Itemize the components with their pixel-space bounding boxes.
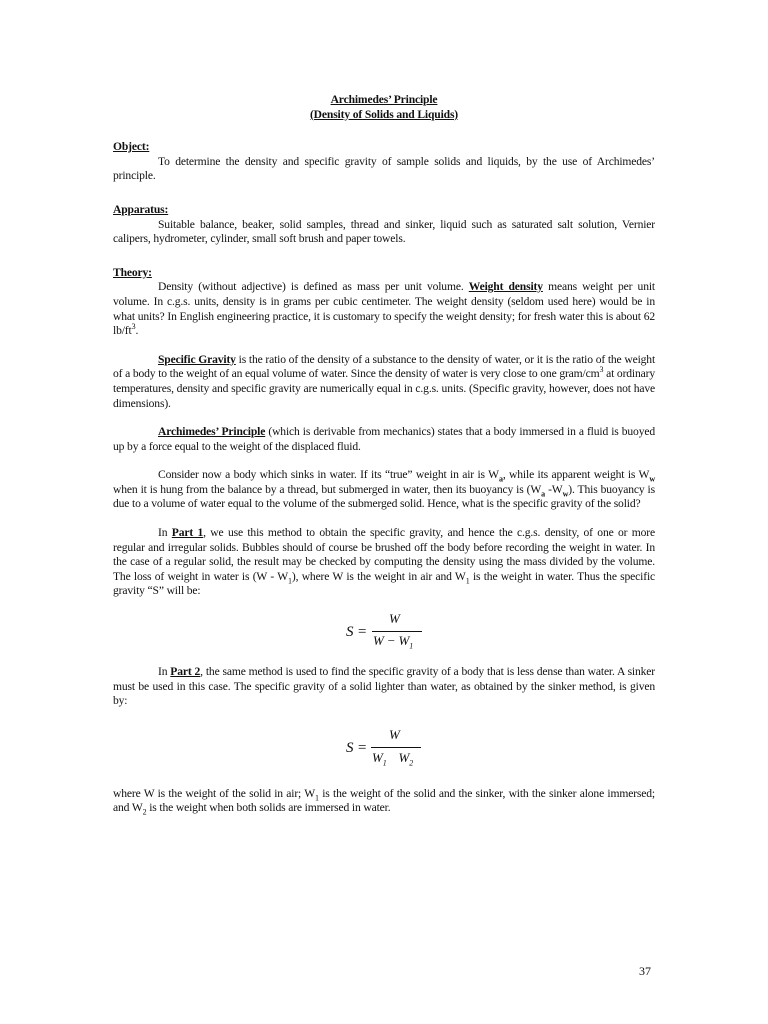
formula-2-lhs: S = [346,739,367,756]
theory-paragraph-density: Density (without adjective) is defined as mass per unit volume. Weight density means weight per unit volume. In c.g.s. units, density is in grams per cubic centimeter. The weight density (seldom used here) would be in what units? In English engineering practice, it is customary to specify the weight density; for fresh water this is about 62 $lb/ft^3$. [113,280,655,338]
object-heading: Object: [113,140,150,154]
formula-1-numerator: W [389,611,400,627]
formula-1-fraction-bar [372,631,422,632]
formula-specific-gravity-sinking [113,599,655,659]
theory-paragraph-buoyancy: Consider now a body which sinks in water. If its “true” weight in air is $W_a$, while its apparent weight is $W_w$ when it is hung from the balance by a thread, but submerged in water, then its buoyancy is ($W_a$ $-W_w$). This buoyancy is due to a volume of water equal to the volume of the submerged solid. Hence, what is the specific gravity of the solid? [113,468,655,511]
term-part-1: Part 1 [171,526,204,540]
theory-paragraph-weights: where W is the weight of the solid in air; $W_1$ is the weight of the solid and the sinker, with the sinker alone immersed; and $W_2$ is the weight when both solids are immersed in water. [113,786,655,817]
theory-paragraph-part-2: In Part 2, the same method is used to find the specific gravity of a body that is less dense than water. A sinker must be used in this case. The specific gravity of a solid lighter than water, as obtained by the sinker method, is given by: [113,665,655,708]
formula-specific-gravity-sinker [113,709,655,779]
formula-2-denominator: $W_1$ $W_2$ [372,749,414,768]
term-archimedes-principle: Archimedes’ Principle [158,425,266,439]
title-line-2: (Density of Solids and Liquids) [309,107,459,121]
document-page [113,93,655,816]
page-number: 37 [639,964,651,978]
title-line-1: Archimedes’ Principle [330,93,438,106]
formula-2-fraction-bar [371,747,421,748]
theory-paragraph-archimedes: Archimedes’ Principle (which is derivable from mechanics) states that a body immersed in a fluid is buoyed up by a force equal to the weight of the displaced fluid. [113,425,655,453]
formula-2-numerator: W [389,726,400,742]
term-weight-density: Weight density [468,280,543,294]
object-text: To determine the density and specific gravity of sample solids and liquids, by the use of Archimedes’ principle. [113,154,655,183]
apparatus-text: Suitable balance, beaker, solid samples, thread and sinker, liquid such as saturated salt solution, Vernier calipers, hydrometer, cylinder, small soft brush and paper towels. [113,217,655,246]
formula-1-lhs: S = [346,624,367,641]
document-title [113,93,655,122]
theory-heading: Theory: [113,265,152,279]
term-specific-gravity: Specific Gravity [158,352,236,366]
term-part-2: Part 2 [170,665,201,679]
formula-1-denominator: $W - W_1$ [373,633,414,651]
apparatus-heading: Apparatus: [113,202,169,216]
theory-paragraph-specific-gravity: Specific Gravity is the ratio of the density of a substance to the density of water, or it is the ratio of the weight of a body to the weight of an equal volume of water. Since the density of water is very close to one gram/$cm^3$ at ordinary temperatures, density and specific gravity are numerically equal in c.g.s. units. (Specific gravity, however, does not have dimensions). [113,352,656,410]
theory-paragraph-part-1: In Part 1, we use this method to obtain the specific gravity, and hence the c.g.s. density, of one or more regular and irregular solids. Bubbles should of course be brushed off the body before recording the weight in water. In the case of a regular solid, the result may be checked by computing the density using the mass divided by the volume. The loss of weight in water is $(W - W_1)$, where W is the weight in air and $W_1$ is the weight in water. Thus the specific gravity “S” will be: [113,526,656,598]
